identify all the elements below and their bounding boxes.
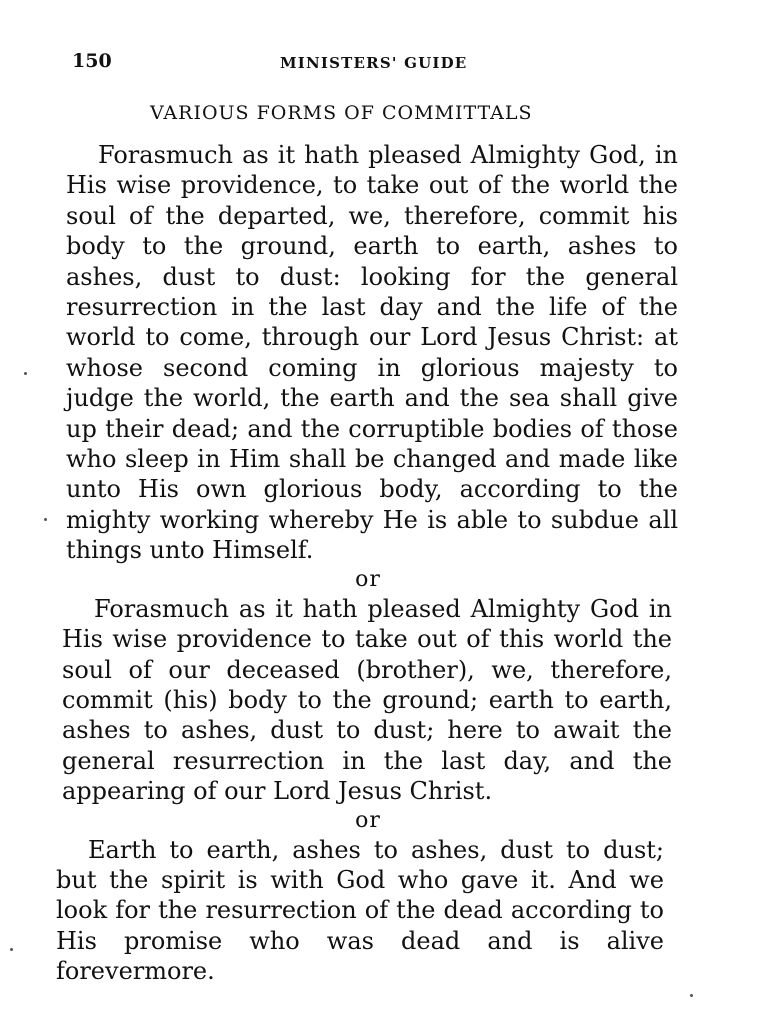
scan-speck (44, 518, 47, 521)
page-header (72, 46, 682, 76)
separator-or-2: or (355, 807, 381, 833)
scan-speck (690, 994, 693, 997)
body-text (56, 140, 678, 987)
committal-paragraph-3: Earth to earth, ashes to ashes, dust to dust; but the spirit is with God who gave it. And we look for the resurrection of the dead according to His promise who was dead and is alive forevermore. (56, 835, 664, 986)
running-head: MINISTERS' GUIDE (280, 54, 468, 72)
scan-speck (10, 948, 13, 951)
page-number: 150 (72, 50, 112, 72)
committal-paragraph-2: Forasmuch as it hath pleased Almighty God in His wise providence to take out of this world the soul of our deceased (brother), we, therefore, commit (his) body to the ground; earth to earth, ashes to ashes, dust to dust; here to await the general resurrection in the last day, and the appearing of our Lord Jesus Christ. (62, 594, 672, 806)
section-title: VARIOUS FORMS OF COMMITTALS (150, 102, 533, 124)
separator-or-1: or (355, 566, 381, 592)
scan-speck (24, 372, 27, 375)
committal-paragraph-1: Forasmuch as it hath pleased Almighty God, in His wise providence, to take out of the world the soul of the departed, we, therefore, commit his body to the ground, earth to earth, ashes to ashes, dust to dust: looking for the general resurrection in the last day and the life of the world to come, through our Lord Jesus Christ: at whose second coming in glorious majesty to judge the world, the earth and the sea shall give up their dead; and the corruptible bodies of those who sleep in Him shall be changed and made like unto His own glorious body, according to the mighty working whereby He is able to subdue all things unto Himself. (66, 141, 678, 565)
